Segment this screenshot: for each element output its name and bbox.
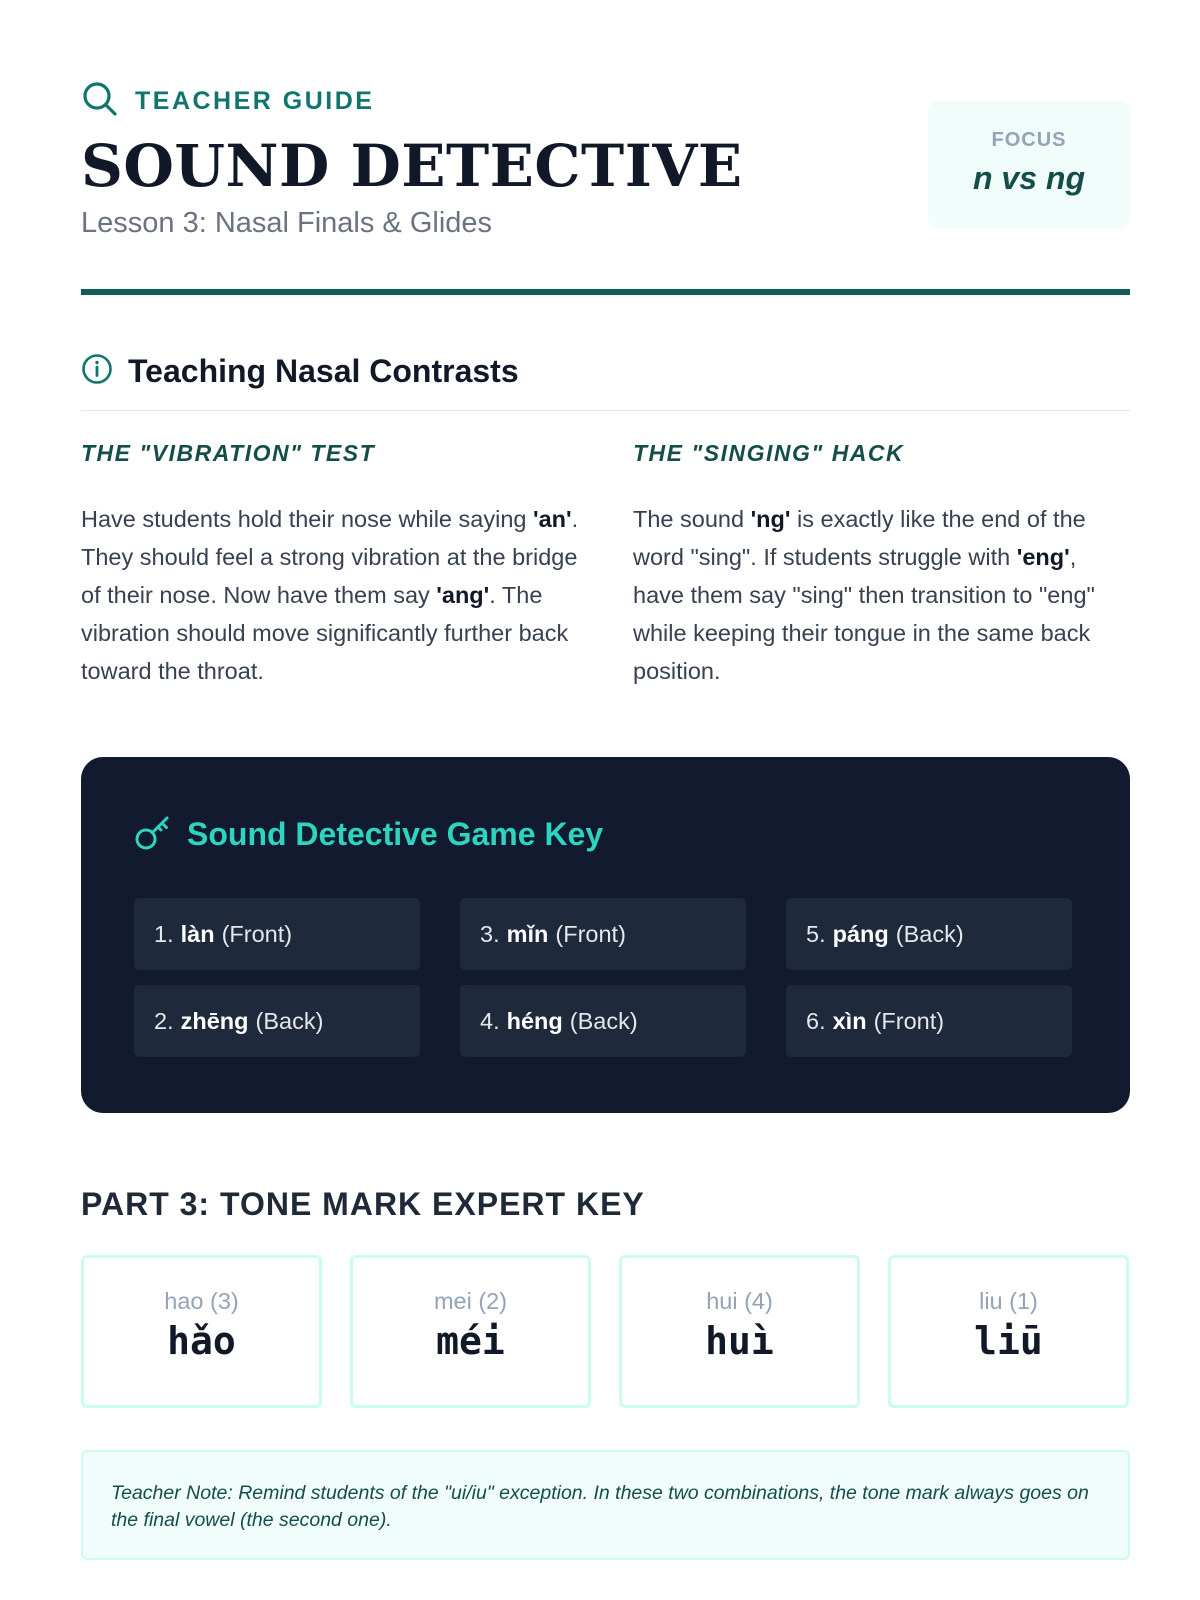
game-key-grid bbox=[134, 898, 1078, 1057]
tone-card bbox=[81, 1255, 322, 1408]
guide-label: TEACHER GUIDE bbox=[135, 87, 375, 115]
tone-card bbox=[350, 1255, 591, 1408]
game-key-item: 3. mǐn (Front) bbox=[460, 898, 746, 970]
header-divider bbox=[81, 289, 1130, 295]
tone-hint: liu (1) bbox=[979, 1288, 1038, 1314]
search-icon bbox=[81, 80, 119, 123]
tone-answer: hǎo bbox=[167, 1319, 236, 1363]
game-key-item: 4. héng (Back) bbox=[460, 985, 746, 1057]
tone-hint: hao (3) bbox=[164, 1288, 239, 1314]
tip-title: THE "SINGING" HACK bbox=[633, 440, 905, 466]
tip-vibration-test bbox=[81, 440, 581, 690]
focus-badge bbox=[928, 101, 1130, 228]
lesson-subtitle: Lesson 3: Nasal Finals & Glides bbox=[81, 207, 493, 239]
tone-card bbox=[888, 1255, 1129, 1408]
tone-hint: mei (2) bbox=[433, 1288, 508, 1314]
focus-label: FOCUS bbox=[991, 129, 1067, 151]
teacher-note-text: Teacher Note: Remind students of the "ui/iu" exception. In these two combinations, the tone mark always goes on the final vowel (the second one). bbox=[111, 1482, 1089, 1531]
tone-answer: liū bbox=[974, 1319, 1043, 1363]
tip-body: Have students hold their nose while saying 'an'. They should feel a strong vibration at the bridge of their nose. Now have them say 'ang'. The vibration should move significantly further back toward the throat. bbox=[81, 506, 579, 684]
teaching-section-heading bbox=[81, 353, 1130, 390]
focus-value: n vs ng bbox=[972, 160, 1085, 196]
page-header bbox=[81, 0, 1130, 296]
tone-hint: hui (4) bbox=[706, 1288, 773, 1314]
game-key-title: Sound Detective Game Key bbox=[187, 816, 604, 852]
game-key-item: 5. páng (Back) bbox=[786, 898, 1072, 970]
game-key-item: 6. xìn (Front) bbox=[786, 985, 1072, 1057]
teaching-section-title: Teaching Nasal Contrasts bbox=[128, 353, 519, 389]
game-key-panel bbox=[81, 757, 1130, 1113]
teacher-note bbox=[81, 1450, 1130, 1560]
tip-title: THE "VIBRATION" TEST bbox=[81, 440, 376, 466]
tone-key-title: PART 3: TONE MARK EXPERT KEY bbox=[81, 1186, 645, 1222]
section-divider bbox=[81, 410, 1130, 411]
page-title: SOUND DETECTIVE bbox=[81, 132, 743, 200]
game-key-heading bbox=[133, 812, 603, 857]
game-key-item: 1. làn (Front) bbox=[134, 898, 420, 970]
tone-answer: huì bbox=[705, 1319, 774, 1363]
key-icon bbox=[133, 812, 173, 857]
tone-answer: méi bbox=[436, 1319, 505, 1363]
teacher-guide-page bbox=[81, 0, 1130, 1531]
tip-singing-hack bbox=[633, 440, 1133, 690]
guide-label-row bbox=[81, 80, 374, 123]
game-key-item: 2. zhēng (Back) bbox=[134, 985, 420, 1057]
tip-body: The sound 'ng' is exactly like the end of the word "sing". If students struggle with 'eng', have them say "sing" then transition to "eng" while keeping their tongue in the same back position. bbox=[633, 506, 1095, 684]
tone-key-grid bbox=[81, 1255, 1130, 1408]
tone-card bbox=[619, 1255, 860, 1408]
info-icon bbox=[81, 353, 113, 390]
